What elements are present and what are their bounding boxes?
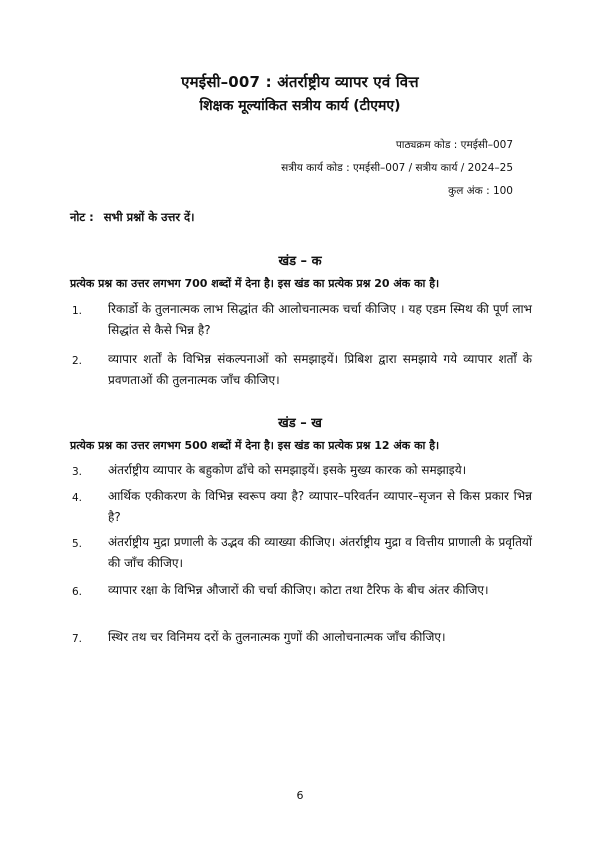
question-text: स्थिर तथ चर विनिमय दरों के तुलनात्मक गुणों की आलोचनात्मक जाँच कीजिए। — [108, 630, 446, 644]
question-item — [72, 532, 532, 574]
note — [70, 210, 195, 225]
question-text: व्यापार शर्तों के विभिन्न संकल्पनाओं को समझाइयें। प्रिबिश द्वारा समझाये गये व्यापार शर्तों के प्रवणताओं की तुलनात्मक जाँच कीजिए। — [108, 352, 532, 387]
question-item — [72, 460, 532, 481]
course-code: पाठ्यक्रम कोड : एमईसी–007 — [395, 139, 513, 151]
question-text: आर्थिक एकीकरण के विभिन्न स्वरूप क्या है? व्यापार–परिवर्तन व्यापार–सृजन से किस प्रकार भिन्न है? — [108, 489, 532, 524]
question-text: अंतर्राष्ट्रीय मुद्रा प्रणाली के उद्भव की व्याख्या कीजिए। अंतर्राष्ट्रीय मुद्रा व वित्तीय प्राणाली के प्रवृतियों की जाँच कीजिए। — [108, 535, 532, 570]
question-item — [72, 486, 532, 528]
document-subtitle: शिक्षक मूल्यांकित सत्रीय कार्य (टीएमए) — [199, 98, 401, 114]
question-item — [72, 627, 532, 648]
question-number: 4. — [72, 492, 83, 504]
question-item — [72, 299, 532, 341]
question-item — [72, 349, 532, 391]
section-b-title: खंड – ख — [278, 416, 322, 431]
question-text: अंतर्राष्ट्रीय व्यापार के बहुकोण ढाँचे को समझाइयें। इसके मुख्य कारक को समझाइये। — [108, 463, 467, 477]
note-label: नोट : — [70, 210, 94, 224]
question-number: 6. — [72, 586, 83, 598]
section-a-instruction: प्रत्येक प्रश्न का उत्तर लगभग 700 शब्दों में देना है। इस खंड का प्रत्येक प्रश्न 20 अंक का है। — [70, 277, 440, 290]
page-number: 6 — [296, 789, 304, 802]
question-number: 5. — [72, 538, 83, 550]
question-number: 1. — [72, 305, 83, 317]
question-number: 7. — [72, 633, 83, 645]
question-number: 3. — [72, 466, 83, 478]
question-number: 2. — [72, 355, 83, 367]
question-text: व्यापार रक्षा के विभिन्न औजारों की चर्चा कीजिए। कोटा तथा टैरिफ के बीच अंतर कीजिए। — [108, 583, 489, 597]
question-text: रिकार्डो के तुलनात्मक लाभ सिद्धांत की आलोचनात्मक चर्चा कीजिए । यह एडम स्मिथ की पूर्ण लाभ सिद्धांत से कैसे भिन्न है? — [108, 302, 532, 337]
question-item — [72, 580, 532, 601]
section-a-title: खंड – क — [278, 254, 322, 269]
assignment-code: सत्रीय कार्य कोड : एमईसी–007 / सत्रीय कार्य / 2024–25 — [281, 162, 513, 174]
total-marks: कुल अंक : 100 — [448, 185, 513, 197]
document-title: एमईसी–007 : अंतर्राष्ट्रीय व्यापर एवं वित्त — [181, 73, 419, 91]
note-text: सभी प्रश्नों के उत्तर दें। — [103, 210, 195, 224]
section-b-instruction: प्रत्येक प्रश्न का उत्तर लगभग 500 शब्दों में देना है। इस खंड का प्रत्येक प्रश्न 12 अंक का है। — [70, 439, 440, 452]
